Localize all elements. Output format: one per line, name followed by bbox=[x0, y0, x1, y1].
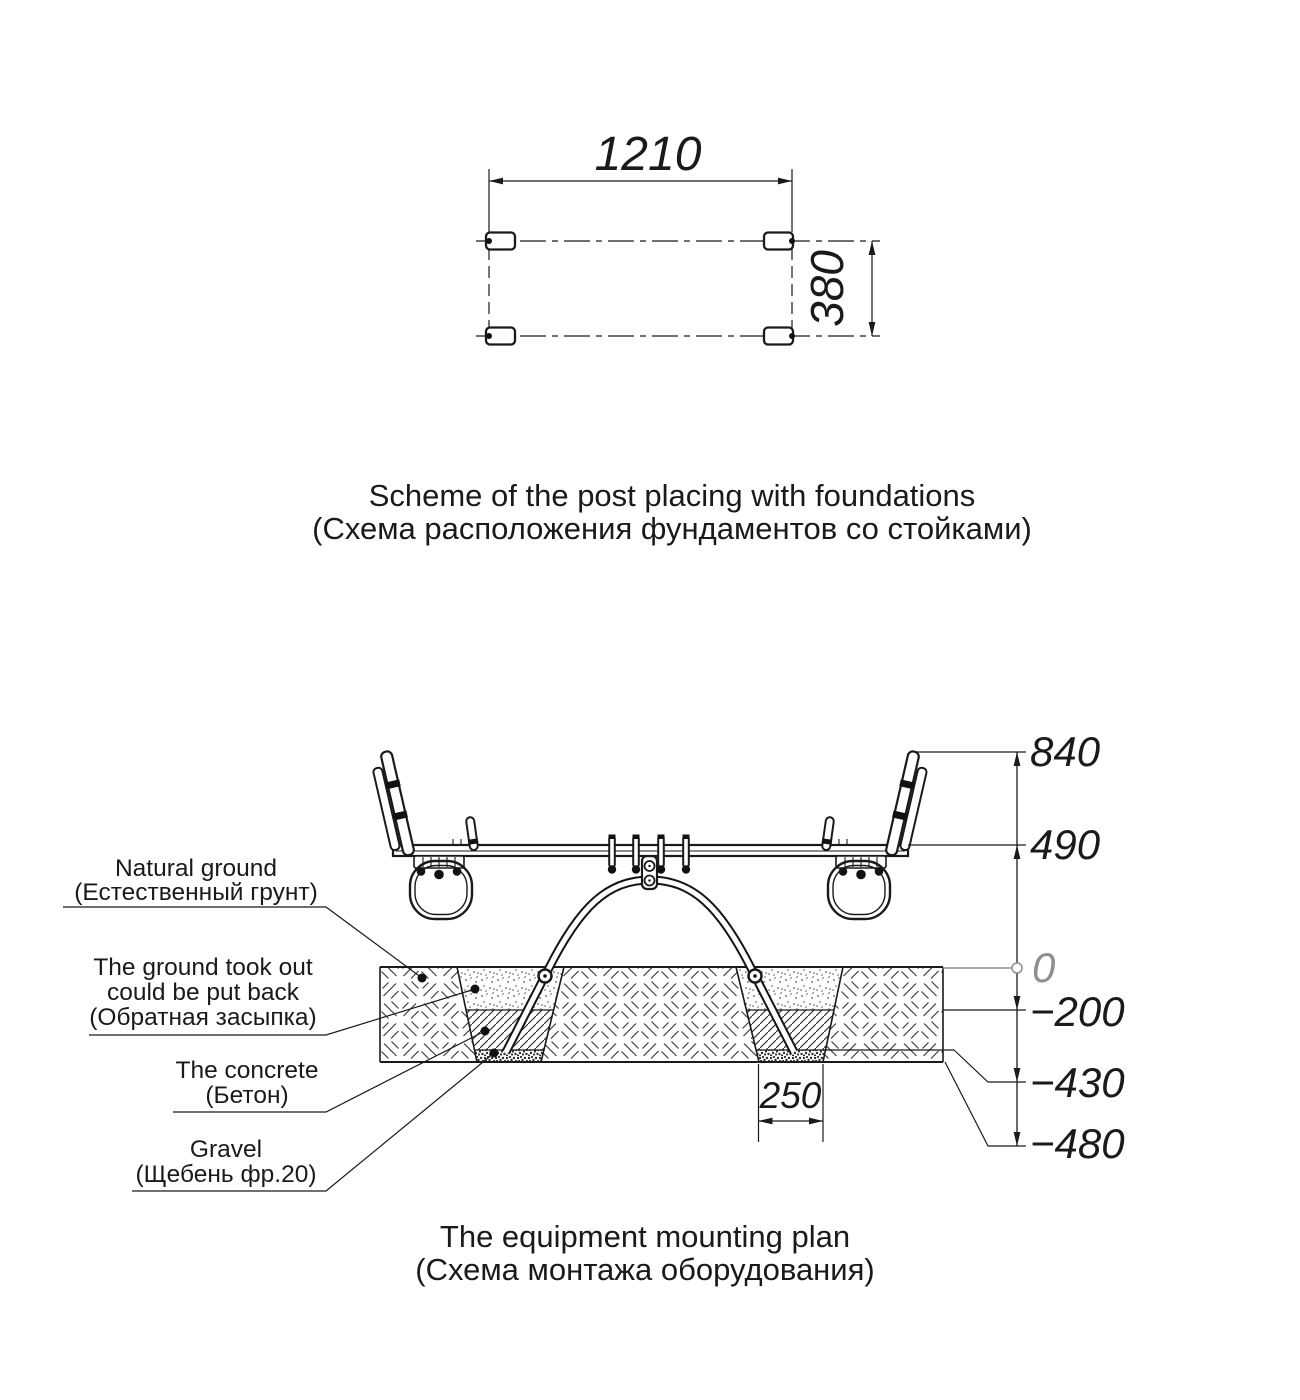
dim-1210-text: 1210 bbox=[594, 128, 702, 181]
svg-text:could be put back: could be put back bbox=[106, 979, 300, 1006]
svg-text:(Обратная засыпка): (Обратная засыпка) bbox=[89, 1004, 317, 1031]
section-title-ru: (Схема монтажа оборудования) bbox=[415, 1252, 875, 1287]
dimension-1210 bbox=[489, 128, 792, 184]
elev-minus480: −480 bbox=[1030, 1120, 1125, 1167]
elev-minus430: −430 bbox=[1030, 1059, 1125, 1106]
leader-minus480 bbox=[945, 1062, 1026, 1146]
plan-view bbox=[312, 128, 1032, 546]
post-center-dot bbox=[789, 333, 795, 339]
svg-text:The concrete: The concrete bbox=[175, 1057, 319, 1084]
elevation-ladder bbox=[908, 728, 1125, 1167]
post-center-dot bbox=[486, 333, 492, 339]
leader-minus430 bbox=[954, 1050, 1026, 1082]
elev-minus200: −200 bbox=[1030, 988, 1125, 1035]
post-bottom-right bbox=[764, 328, 793, 345]
elev-490: 490 bbox=[1030, 821, 1101, 868]
dimension-380 bbox=[801, 241, 875, 336]
dim-380-text: 380 bbox=[801, 250, 853, 327]
seesaw-equipment bbox=[370, 750, 931, 919]
plan-title-en: Scheme of the post placing with foundations bbox=[368, 478, 976, 513]
svg-text:(Естественный грунт): (Естественный грунт) bbox=[74, 879, 318, 906]
svg-text:The ground took out: The ground took out bbox=[93, 954, 313, 981]
backrest-right bbox=[884, 750, 931, 859]
svg-text:(Щебень фр.20): (Щебень фр.20) bbox=[135, 1161, 317, 1188]
post-center-dot bbox=[486, 238, 492, 244]
svg-text:(Бетон): (Бетон) bbox=[205, 1082, 289, 1109]
foundation-posts bbox=[486, 233, 795, 345]
plan-title-ru: (Схема расположения фундаментов со стойками) bbox=[312, 511, 1032, 546]
zero-level-marker bbox=[1012, 963, 1022, 973]
mounting-section-view bbox=[63, 728, 1125, 1287]
post-top-right bbox=[764, 233, 793, 250]
elev-840: 840 bbox=[1030, 728, 1101, 775]
section-title-en: The equipment mounting plan bbox=[439, 1219, 851, 1254]
backrest-left bbox=[370, 750, 417, 859]
dimension-250 bbox=[759, 1064, 824, 1142]
post-center-dot bbox=[789, 238, 795, 244]
pivot-bracket bbox=[642, 856, 657, 889]
ground-section bbox=[380, 967, 954, 1062]
dim-250-text: 250 bbox=[759, 1075, 822, 1116]
svg-text:Gravel: Gravel bbox=[189, 1136, 263, 1163]
svg-text:Natural ground: Natural ground bbox=[114, 855, 278, 882]
elev-0: 0 bbox=[1032, 944, 1056, 991]
